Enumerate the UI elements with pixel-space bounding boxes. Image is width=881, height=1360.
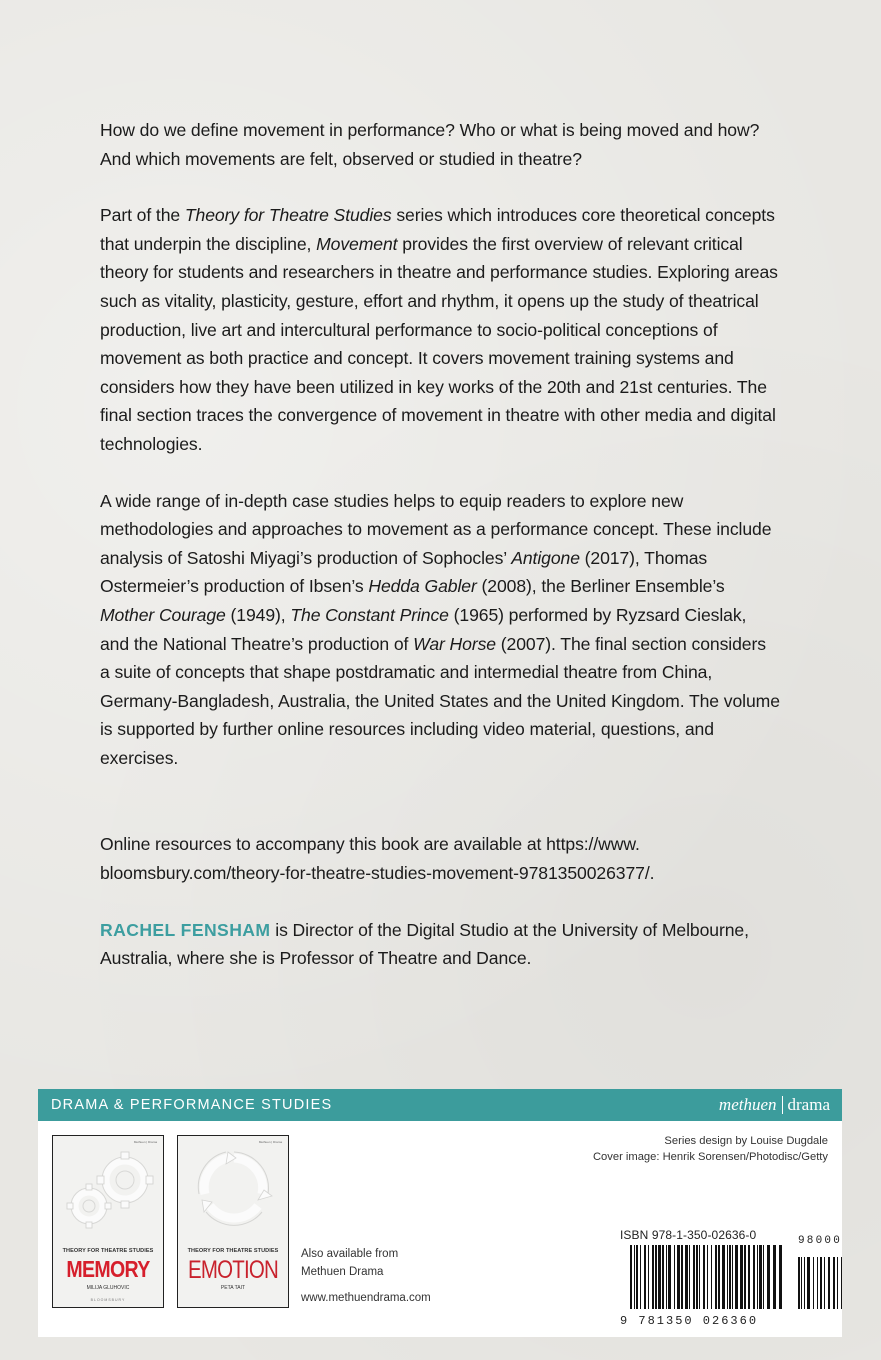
book-series-label: THEORY FOR THEATRE STUDIES (62, 1248, 154, 1254)
barcode-bar (703, 1245, 705, 1309)
barcode-bar (804, 1257, 805, 1309)
book-title-emotion: EMOTION (188, 1256, 278, 1284)
book-publisher-mark: Methuen | Drama (258, 1140, 282, 1144)
barcode-bar (820, 1257, 822, 1309)
barcode-bar (759, 1245, 762, 1309)
work-title: The Constant Prince (290, 604, 449, 625)
book-series-label: THEORY FOR THEATRE STUDIES (187, 1248, 279, 1254)
barcode-bar (685, 1245, 688, 1309)
barcode-bar (801, 1257, 802, 1309)
blurb-case-studies-paragraph (100, 487, 780, 773)
barcode-bar (652, 1245, 654, 1309)
logo-divider (782, 1096, 783, 1114)
barcode-bar (693, 1245, 695, 1309)
work-title: Antigone (511, 547, 580, 568)
barcode-bar (718, 1245, 720, 1309)
barcode-bar (824, 1257, 825, 1309)
work-title: War Horse (413, 633, 496, 654)
barcode-bar (773, 1245, 776, 1309)
barcode-digits: 9 781350 026360 (620, 1314, 759, 1328)
barcode-bar (748, 1245, 750, 1309)
barcode-bar (833, 1257, 835, 1309)
text-span: (1949), (225, 604, 291, 625)
barcode-bar (711, 1245, 712, 1309)
text-span: Part of the (100, 205, 185, 226)
barcode-bar (828, 1257, 830, 1309)
also-available-line: Also available from (301, 1248, 399, 1260)
text-span: (2017), Thomas Ostermeier’s production of Ibsen’s (100, 547, 708, 597)
barcode-bar (732, 1245, 733, 1309)
barcode-bar (640, 1245, 641, 1309)
barcode-bar (715, 1245, 717, 1309)
book-author: PETA TAIT (220, 1285, 246, 1291)
isbn-barcode (620, 1245, 842, 1313)
cover-image-credit: Cover image: Henrik Sorensen/Photodisc/Getty (592, 1151, 828, 1163)
book-author: MILIJA GLUHOVIC (86, 1285, 130, 1291)
series-title: Theory for Theatre Studies (184, 205, 392, 226)
back-cover-footer-panel (38, 1121, 842, 1337)
barcode-bar (722, 1245, 725, 1309)
barcode-bar (689, 1245, 690, 1309)
barcode-bar (634, 1245, 635, 1309)
online-resources-note: Online resources to accompany this book are available at https://www. bloomsbury.com/theory-for-theatre-studies-movement-9781350026377/. (100, 834, 655, 884)
author-bio (100, 916, 780, 973)
related-book-emotion (177, 1135, 289, 1308)
work-title: Hedda Gabler (368, 576, 477, 597)
isbn-label: ISBN 978-1-350-02636-0 (620, 1228, 757, 1242)
book-publisher-mark: Methuen | Drama (133, 1140, 157, 1144)
book-title: Movement (316, 233, 398, 254)
barcode-bar (798, 1257, 800, 1309)
publisher-website: www.methuendrama.com (301, 1292, 431, 1304)
barcode-bar (668, 1245, 671, 1309)
barcode-bar (837, 1257, 838, 1309)
author-name: RACHEL FENSHAM (100, 919, 271, 940)
text-span: (2008), the Berliner Ensemble’s (476, 576, 725, 597)
barcode-bar (727, 1245, 728, 1309)
barcode-bar (658, 1245, 661, 1309)
barcode-bar (841, 1257, 842, 1309)
text-span: (2007). The final section considers a suite of concepts that shape postdramatic and intermedial theatre from China, Germany-Bangladesh, Australia, the United States and the United Kingdom. The volume is supported by further online resources including video material, questions, and exercises. (100, 633, 780, 768)
barcode-bar (630, 1245, 632, 1309)
barcode-bar (735, 1245, 738, 1309)
barcode-bar (729, 1245, 731, 1309)
blurb-intro-question: How do we define movement in performance? Who or what is being moved and how? And which movements are felt, observed or studied in theatre? (100, 120, 760, 169)
text-span: A wide range of in-depth case studies helps to equip readers to explore new methodologies and approaches to movement as a performance concept. These include analysis of Satoshi Miyagi’s production of Sophocles’ (100, 490, 772, 568)
publisher-logo (719, 1095, 830, 1115)
barcode-bar (813, 1257, 814, 1309)
publisher-logo-drama: drama (787, 1095, 830, 1114)
barcode-bar (753, 1245, 755, 1309)
price-code: 98000 (798, 1235, 843, 1247)
series-band-label: DRAMA & PERFORMANCE STUDIES (51, 1097, 333, 1113)
barcode-bar (677, 1245, 680, 1309)
related-book-memory (52, 1135, 164, 1308)
barcode-bar (662, 1245, 664, 1309)
blurb-text (100, 116, 780, 1001)
work-title: Mother Courage (100, 604, 226, 625)
design-credits (593, 1133, 828, 1165)
barcode-bar (636, 1245, 638, 1309)
text-span: (1965) performed by Ryzsard Cieslak, and the National Theatre’s production of (100, 604, 747, 654)
barcode-bar (767, 1245, 770, 1309)
barcode-bar (807, 1257, 810, 1309)
barcode-bar (763, 1245, 764, 1309)
book-imprint: BLOOMSBURY (90, 1298, 126, 1302)
barcode-bar (681, 1245, 683, 1309)
barcode-bar (707, 1245, 708, 1309)
text-span: is Director of the Digital Studio at the University of Melbourne, Australia, where she is Professor of Theatre and Dance. (100, 919, 749, 969)
barcode-bar (817, 1257, 818, 1309)
series-design-credit: Series design by Louise Dugdale (664, 1135, 828, 1147)
gears-icon (53, 1136, 164, 1246)
barcode-bar (744, 1245, 746, 1309)
barcode-bar (740, 1245, 743, 1309)
barcode-bar (699, 1245, 700, 1309)
also-available-text (301, 1245, 398, 1281)
text-span: series which introduces core theoretical concepts that underpin the discipline, (100, 205, 775, 254)
publisher-logo-methuen: methuen (718, 1095, 777, 1114)
barcode-bar (779, 1245, 782, 1309)
barcode-bar (757, 1245, 758, 1309)
barcode-bar (648, 1245, 649, 1309)
also-available-line: Methuen Drama (301, 1266, 384, 1278)
book-title-memory: MEMORY (66, 1256, 150, 1282)
barcode-bar (655, 1245, 657, 1309)
barcode-bar (696, 1245, 698, 1309)
blurb-series-paragraph (100, 201, 780, 458)
series-band (38, 1089, 842, 1121)
barcode-bar (644, 1245, 646, 1309)
cycle-arrows-icon (178, 1136, 289, 1246)
barcode-bar (666, 1245, 667, 1309)
barcode-bar (674, 1245, 675, 1309)
text-span: provides the first overview of relevant critical theory for students and researchers in theatre and performance studies. Exploring areas such as vitality, plasticity, gesture, effort and rhythm, it opens up the study of theatrical production, live art and intercultural performance to socio-political conceptions of movement as both practice and concept. It covers movement training systems and considers how they have been utilized in key works of the 20th and 21st centuries. The final section traces the convergence of movement in theatre with other media and digital technologies. (100, 233, 778, 454)
